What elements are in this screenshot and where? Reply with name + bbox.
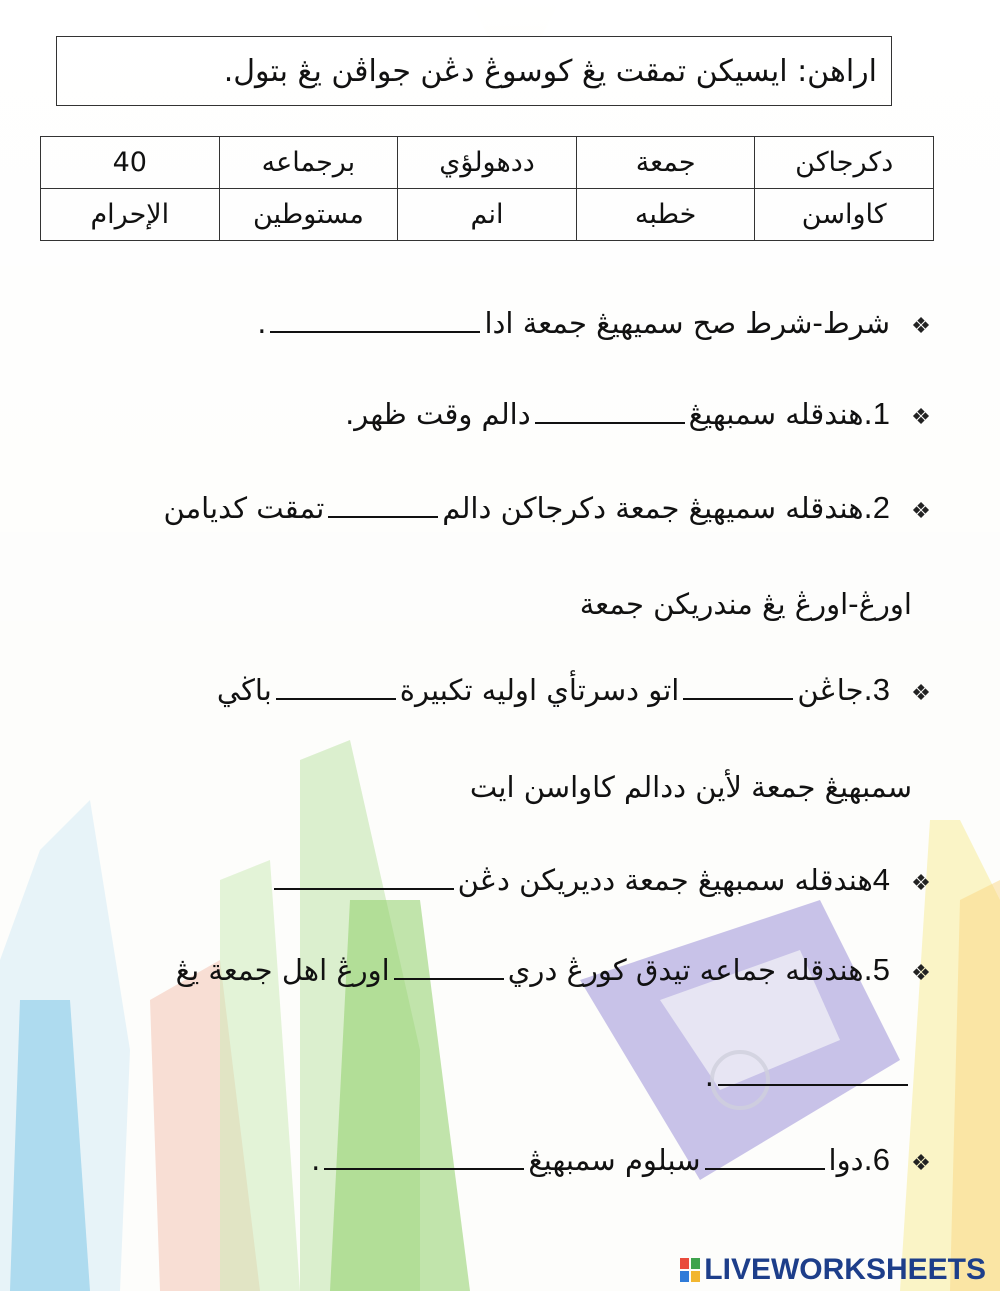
question-number: 6 (872, 1142, 890, 1177)
logo-text: LIVEWORKSHEETS (704, 1253, 986, 1286)
question-text: .جاڠن (797, 673, 873, 707)
question-text: اورڠ اهل جمعة يڠ (175, 953, 390, 987)
question-number: 4 (872, 862, 890, 897)
question-0 (257, 293, 938, 353)
answer-blank[interactable] (535, 384, 685, 424)
word-bank-cell: انم (398, 189, 577, 241)
word-bank-row (41, 189, 934, 241)
question-text: .هندقله سميهيڠ جمعة دكرجاكن دالم (442, 491, 873, 525)
question-text: شرط-شرط صح سميهيڠ جمعة ادا (484, 306, 890, 340)
question-end: . (704, 1059, 714, 1093)
diamond-bullet-icon: ❖ (911, 405, 931, 430)
answer-blank[interactable] (683, 660, 793, 700)
instruction-box (56, 36, 892, 106)
answer-blank[interactable] (328, 478, 438, 518)
word-bank-cell: خطبه (576, 189, 755, 241)
answer-blank[interactable] (705, 1130, 825, 1170)
word-bank-cell: 40 (41, 137, 220, 189)
question-text: .دوا (828, 1143, 873, 1177)
question-3-continued (470, 757, 912, 817)
diamond-bullet-icon: ❖ (911, 681, 931, 706)
word-bank-cell: كاواسن (755, 189, 934, 241)
word-bank-cell: الإحرام (41, 189, 220, 241)
instruction-text: اراهن: ايسيكن تمقت يڠ كوسوڠ دڠن جواڤن يڠ بتول. (223, 54, 877, 89)
diamond-bullet-icon: ❖ (911, 314, 931, 339)
answer-blank[interactable] (324, 1130, 524, 1170)
answer-blank[interactable] (270, 293, 480, 333)
question-1 (345, 384, 938, 444)
answer-blank[interactable] (718, 1046, 908, 1086)
question-text: اورڠ-اورڠ يڠ مندريكن جمعة (579, 587, 912, 621)
question-5-continued (705, 1046, 912, 1106)
question-text: .هندقله سمبهيڠ (688, 397, 873, 431)
liveworksheets-logo[interactable] (680, 1253, 986, 1287)
word-bank-cell: مستوطين (219, 189, 398, 241)
liveworksheets-logo-icon (680, 1258, 700, 1282)
diamond-bullet-icon: ❖ (911, 1151, 931, 1176)
question-2-continued (580, 574, 912, 634)
answer-blank[interactable] (394, 940, 504, 980)
question-number: 2 (872, 490, 890, 525)
question-text: سمبهيڠ جمعة لأين ددالم كاواسن ايت (469, 770, 912, 804)
question-text: تمقت كديامن (163, 491, 325, 525)
answer-blank[interactable] (276, 660, 396, 700)
word-bank-table (40, 136, 934, 241)
question-6 (311, 1130, 938, 1190)
question-text: هندقله سمبهيڠ جمعة ددیريكن دڠن (457, 863, 873, 897)
question-number: 1 (872, 396, 890, 431)
question-text: باڬي (216, 673, 272, 707)
word-bank-cell: برجماعه (219, 137, 398, 189)
question-end: . (257, 306, 267, 340)
diamond-bullet-icon: ❖ (911, 961, 931, 986)
word-bank-cell: جمعة (576, 137, 755, 189)
question-5 (176, 940, 938, 1000)
question-3 (217, 660, 938, 720)
word-bank-cell: ددهولؤي (398, 137, 577, 189)
question-text: سبلوم سمبهيڠ (528, 1143, 701, 1177)
question-number: 5 (872, 952, 890, 987)
word-bank-row (41, 137, 934, 189)
answer-blank[interactable] (274, 850, 454, 890)
question-text: .هندقله جماعه تيدق كورڠ دري (507, 953, 873, 987)
question-text: دالم وقت ظهر. (345, 397, 531, 431)
question-4 (270, 850, 938, 910)
question-number: 3 (872, 672, 890, 707)
diamond-bullet-icon: ❖ (911, 871, 931, 896)
question-text: اتو دسرتأي اوليه تكبيرة (399, 673, 680, 707)
question-2 (164, 478, 938, 538)
diamond-bullet-icon: ❖ (911, 499, 931, 524)
word-bank-cell: دكرجاكن (755, 137, 934, 189)
question-end: . (311, 1143, 321, 1177)
